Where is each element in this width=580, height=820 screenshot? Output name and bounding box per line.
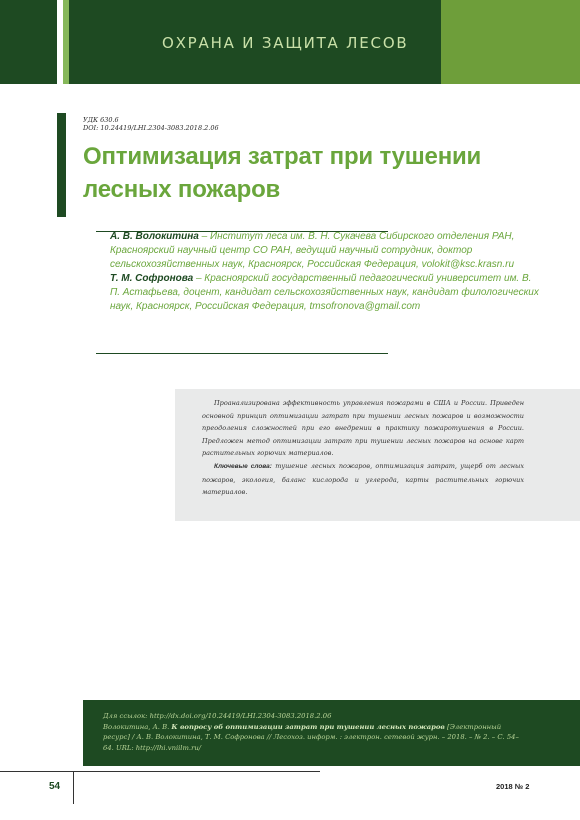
authors-divider-bottom xyxy=(96,353,388,354)
header-stripe-accent xyxy=(63,0,69,84)
citation xyxy=(103,711,523,753)
section-title: ОХРАНА И ЗАЩИТА ЛЕСОВ xyxy=(162,34,409,52)
author-affiliation: – Красноярский государственный педагогический университет им. В. П. Астафьева, доцент, кандидат сельскохозяйственных наук, кандидат филологических наук, Красноярск, Российская Федерация, tmsofronova@gmail.com xyxy=(110,273,539,312)
article-title-line: Оптимизация затрат при тушении xyxy=(83,143,482,170)
citation-rest: [Электронный ресурс] / А. В. Волокитина, Т. М. Софронова // Лесохоз. информ. : электрон. сетевой журн. – 2018. – № 2. – С. 54–64. URL: http://lhi.vniilm.ru/ xyxy=(103,722,519,752)
doi: DOI: 10.24419/LHI.2304-3083.2018.2.06 xyxy=(83,124,219,132)
footer-divider xyxy=(73,771,74,804)
article-meta xyxy=(83,116,219,132)
page-number: 54 xyxy=(49,781,61,792)
keywords-label: Ключевые слова: xyxy=(214,462,272,470)
citation-body xyxy=(103,722,523,754)
abstract-text: Проанализирована эффективность управления пожарами в США и России. Приведен основной принцип оптимизации затрат при тушении лесных пожаров и возможности преодоления сложностей при его внедрении в практику пожаротушения в России. Предложен метод оптимизации затрат при тушении лесных пожаров на основе карт растительных горючих материалов. xyxy=(202,399,524,458)
issue-label: 2018 № 2 xyxy=(496,782,530,791)
title-accent-bar xyxy=(57,113,66,217)
footer-rule xyxy=(0,771,320,772)
author-name: А. В. Волокитина xyxy=(110,231,199,242)
article-title-line: лесных пожаров xyxy=(83,176,281,203)
citation-authors: Волокитина, А. В. xyxy=(103,722,172,731)
authors-block xyxy=(110,230,540,314)
header-right-accent xyxy=(441,0,580,84)
author-affiliation: – Институт леса им. В. Н. Сукачева Сибирского отделения РАН, Красноярский научный центр СО РАН, ведущий научный сотрудник, доктор сельскохозяйственных наук, Красноярск, Российская Федерация, volokit@ksc.krasn.ru xyxy=(110,231,515,270)
author-entry xyxy=(110,230,540,272)
article-title xyxy=(83,140,553,206)
abstract xyxy=(202,397,524,499)
citation-prefix: Для ссылок: http://dx.doi.org/10.24419/LHI.2304-3083.2018.2.06 xyxy=(103,712,332,720)
author-name: Т. М. Софронова xyxy=(110,273,194,284)
citation-title: К вопросу об оптимизации затрат при тушении лесных пожаров xyxy=(171,722,445,731)
author-entry xyxy=(110,272,540,314)
keywords-text: тушение лесных пожаров, оптимизация затрат, ущерб от лесных пожаров, экология, баланс кислорода и углерода, карты растительных горючих материалов. xyxy=(202,461,524,497)
keywords xyxy=(202,460,524,499)
udk-code: УДК 630.6 xyxy=(83,116,119,124)
